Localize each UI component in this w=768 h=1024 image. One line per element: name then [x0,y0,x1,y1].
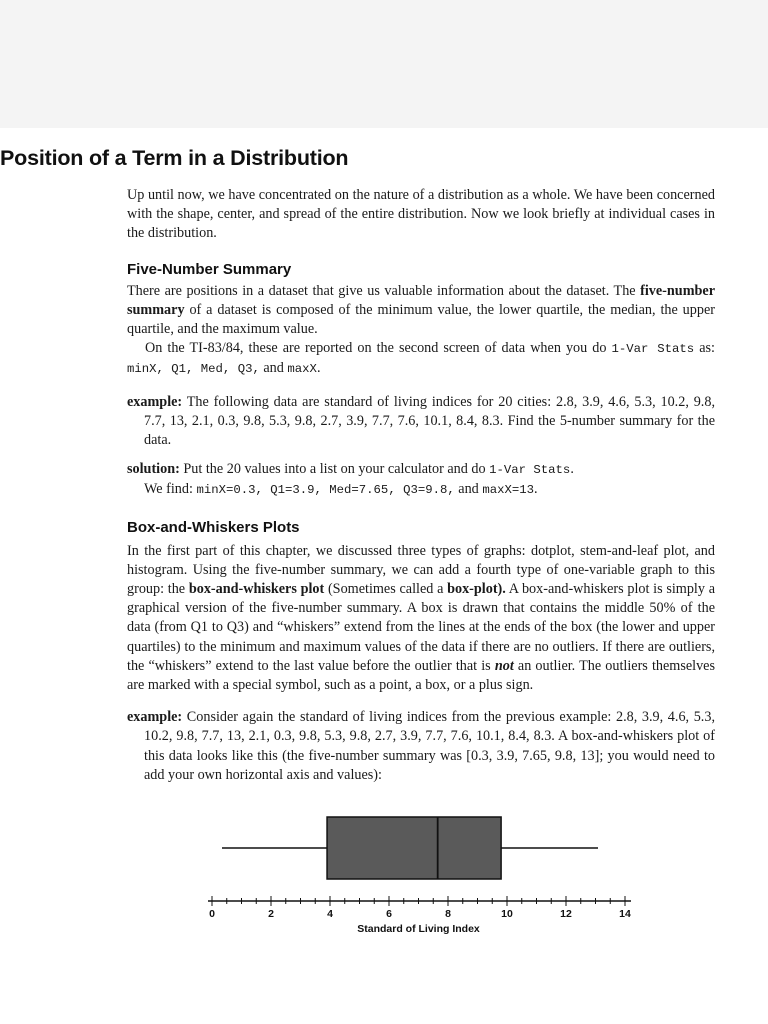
text: Put the 20 values into a list on your calculator and do [179,461,490,478]
text: On the TI-83/84, these are reported on the second screen of data when you do [145,340,612,357]
text: There are positions in a dataset that give us valuable information about the dataset. The [127,282,641,299]
text: We find: [144,481,197,498]
text: . [316,360,321,377]
text: an outlier. The outliers themselves are marked with a special symbol, such as a point, a box, or a plus sign. [127,657,716,694]
text: In the first part of this chapter, we discussed three types of graphs: dotplot, stem-and-leaf plot, and histogram. Using the five-number summary, we can add a fourth type of one-variable graph to this group: the [127,542,715,598]
x-axis-ticks [209,896,631,920]
tick-label: 0 [209,908,215,920]
box-q1-q3 [327,817,501,879]
term-five-number-summary: five-number summary [127,282,715,318]
text: and [259,360,288,377]
text: Consider again the standard of living indices from the previous example: 2.8, 3.9, 4.6, 5.3, 10.2, 9.8, 7.7, 13, 2.1, 0.3, 9.8, 5.3, 9.8, 2.7, 3.9, 7.7, 7.6, 10.1, 8.4, 8.3. A box-and-whiskers plot of this data looks like this (the five-number summary was [0.3, 3.9, 7.65, 9.8, 13]; you would need to add your own horizontal axis and values): [144,709,715,783]
intro-paragraph: Up until now, we have concentrated on the nature of a distribution as a whole. We have been concerned with the shape, center, and spread of the entire distribution. Now we look briefly at individual cases in the distribution. [127,187,715,242]
text: . [570,461,574,478]
tick-label: 10 [501,908,513,920]
text: A box-and-whiskers plot is simply a graphical version of the five-number summary. A box is drawn that contains the middle 50% of the data (from Q1 to Q3) and “whiskers” extend from the lines at the ends of the box (the lower and upper quartiles) to the minimum and maximum values of the data if there are no outliers. If there are outliers, the “whiskers” extend to the last value before the outlier that is [127,581,715,674]
example-label: example: [127,709,183,726]
tick-label: 6 [386,908,392,920]
x-axis-label: Standard of Living Index [357,923,480,935]
text: and [454,481,483,498]
emphasis-not: not [494,657,514,674]
code: 1-Var Stats [611,342,695,357]
text: The following data are standard of living indices for 20 cities: 2.8, 3.9, 4.6, 5.3, 10.2, 9.8, 7.7, 13, 2.1, 0.3, 9.8, 5.3, 9.8, 2.7, 3.9, 7.7, 7.6, 10.1, 8.4, 8.3. Find the 5-number summary for the data. [144,393,715,449]
tick-label: 2 [268,908,274,920]
tick-label: 12 [560,908,572,920]
five-number-heading: Five-Number Summary [127,260,292,278]
tick-label: 4 [327,908,333,920]
tick-label: 14 [619,908,631,920]
example-label: example: [127,393,183,410]
text: of a dataset is composed of the minimum value, the lower quartile, the median, the upper quartile, and the maximum value. [127,301,715,338]
text: . [533,481,538,498]
tick-label: 8 [445,908,451,920]
code: maxX [287,362,317,377]
box-whiskers-heading: Box-and-Whiskers Plots [127,518,300,536]
term-box-plot: box-plot). [447,581,506,598]
code: 1-Var Stats [489,463,571,478]
code: minX, Q1, Med, Q3, [127,362,260,377]
code: maxX=13 [482,483,534,498]
code: minX=0.3, Q1=3.9, Med=7.65, Q3=9.8, [196,483,455,498]
text: (Sometimes called a [324,581,448,598]
text: as: [694,340,715,357]
solution-label: solution: [127,461,180,478]
term-box-and-whiskers: box-and-whiskers plot [188,581,325,598]
section-title: Position of a Term in a Distribution [0,146,349,170]
